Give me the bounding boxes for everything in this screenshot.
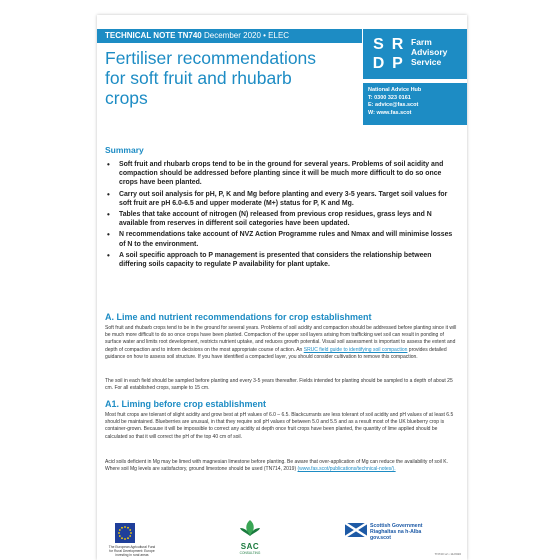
summary-bullet: • Carry out soil analysis for pH, P, K and Mg before planting and every 3-5 years. Target soil values for soft fruit are pH 6.0-6.5 and upper moderate (M+) status for P, K and Mg. bbox=[105, 190, 455, 208]
contact-website: W: www.fas.scot bbox=[368, 109, 412, 116]
sac-name: SAC bbox=[240, 542, 260, 551]
technical-note-date: December 2020 • ELEC bbox=[204, 31, 290, 40]
logo-name-line: Advisory bbox=[411, 47, 448, 57]
sac-leaf-icon bbox=[239, 519, 261, 537]
summary-bullet: • N recommendations take account of NVZ Action Programme rules and Nmax and will minimise losses of N to the environment. bbox=[105, 230, 455, 248]
title-line-3: crops bbox=[105, 88, 148, 108]
logo-letter: D bbox=[372, 55, 385, 72]
scot-gov-line: gov.scot bbox=[370, 535, 391, 542]
technical-note-bar bbox=[97, 29, 362, 43]
section-a1-paragraph-2 bbox=[105, 459, 457, 473]
sac-subtitle: CONSULTING bbox=[239, 551, 261, 555]
logo-name bbox=[411, 37, 447, 67]
document-title bbox=[105, 48, 365, 108]
footer bbox=[97, 515, 467, 560]
logo-name-line: Farm bbox=[411, 37, 432, 47]
section-a-paragraph-2: The soil in each field should be sampled before planting and every 3-5 years thereafter. Fields intended for planting should be sampled to a depth of about 25 cm. For all established crops, sample to 15 cm. bbox=[105, 378, 453, 392]
contact-box bbox=[363, 83, 467, 125]
paragraph-text: provides detailed guidance on how to assess soil structure. If you have identified a compacted layer, you should consider cultivation to remove this compaction. bbox=[105, 346, 447, 360]
paragraph-text: Soft fruit and rhubarb crops tend to be in the ground for several years. Problems of soil acidity and compaction should be addressed before planting since it will be much more difficult to do so once crops have been planted. Compaction of the upper soil layers arising from trafficking wet soil can result in ponding of surface water and limits root development, restricts nutrient uptake, and reduces growth potential. Visual soil assessment is important to assess the extent and depth of compaction and to inform decisions on the most appropriate course of action. An bbox=[105, 325, 457, 353]
summary-heading: Summary bbox=[105, 145, 144, 155]
scot-gov-line: Scottish Government bbox=[370, 523, 423, 529]
fas-logo bbox=[363, 29, 467, 79]
eu-flag-icon bbox=[115, 523, 135, 543]
contact-email: E: advice@fas.scot bbox=[368, 102, 419, 108]
saltire-flag-icon bbox=[345, 523, 367, 537]
section-a1-paragraph-1: Most fruit crops are tolerant of slight acidity and grow best at pH values of 6.0 – 6.5. Blackcurrants are less tolerant of soil acidity and pH values of at least 6.5 should be maintained. Blueberries are unusual, in that they require soil pH values of between 5.0 and 5.5 and as a result most of the UK blueberry crop is container-grown. Because it will be impossible to correct any acidity at depth once fruit crops have been planted, the quantity of lime applied should be calculated so that it will correct the pH of the top 40 cm of soil. bbox=[105, 412, 454, 440]
scottish-government-logo bbox=[370, 523, 422, 542]
title-line-1: Fertiliser recommendations bbox=[105, 48, 317, 68]
logo-name-line: Service bbox=[411, 57, 442, 67]
section-a-heading: A. Lime and nutrient recommendations for crop establishment bbox=[105, 312, 372, 322]
srdp-logo-mark bbox=[369, 35, 407, 73]
advice-hub-label: National Advice Hub bbox=[368, 87, 422, 93]
summary-bullet: • Soft fruit and rhubarb crops tend to be in the ground for several years. Problems of soil acidity and compaction should be addressed before planting since it will be much more difficult to do so once crops have been planted. bbox=[105, 160, 455, 188]
section-a1-heading: A1. Liming before crop establishment bbox=[105, 399, 267, 409]
sac-logo bbox=[233, 519, 267, 555]
technical-note-number: TECHNICAL NOTE TN740 bbox=[105, 31, 202, 40]
scot-gov-line: Riaghaltas na h-Alba bbox=[370, 529, 422, 536]
soil-compaction-guide-link[interactable]: SRUC field guide to identifying soil compaction bbox=[303, 346, 408, 353]
summary-list bbox=[105, 160, 455, 271]
paragraph-text: Acid soils deficient in Mg may be limed with magnesian limestone before planting. Be aware that over-application of Mg can reduce the availability of soil K. Where soil Mg levels are satisfactory, ground limestone should be used (TN714, 2019) bbox=[105, 459, 448, 473]
contact-phone: T: 0300 323 0161 bbox=[368, 94, 411, 101]
section-a-paragraph-1 bbox=[105, 325, 457, 361]
technical-notes-link[interactable]: (www.fas.scot/publications/technical-notes/). bbox=[297, 466, 396, 473]
summary-bullet: • Tables that take account of nitrogen (N) released from previous crop residues, grass leys and N available from reserves in different soil categories have been updated. bbox=[105, 210, 455, 228]
document-page bbox=[97, 15, 467, 560]
title-line-2: for soft fruit and rhubarb bbox=[105, 68, 292, 88]
eu-funding-text: The European Agricultural Fund for Rural Development: Europe investing in rural areas bbox=[108, 545, 156, 557]
summary-bullet: • A soil specific approach to P management is presented that considers the relationship between differing soils capacity to regulate P availability for plant uptake. bbox=[105, 251, 455, 269]
logo-letter: R bbox=[391, 36, 404, 53]
logo-letter: S bbox=[373, 36, 384, 53]
document-reference: TN740 v2 • 11/2020 bbox=[434, 552, 461, 556]
logo-letter: P bbox=[392, 55, 403, 72]
